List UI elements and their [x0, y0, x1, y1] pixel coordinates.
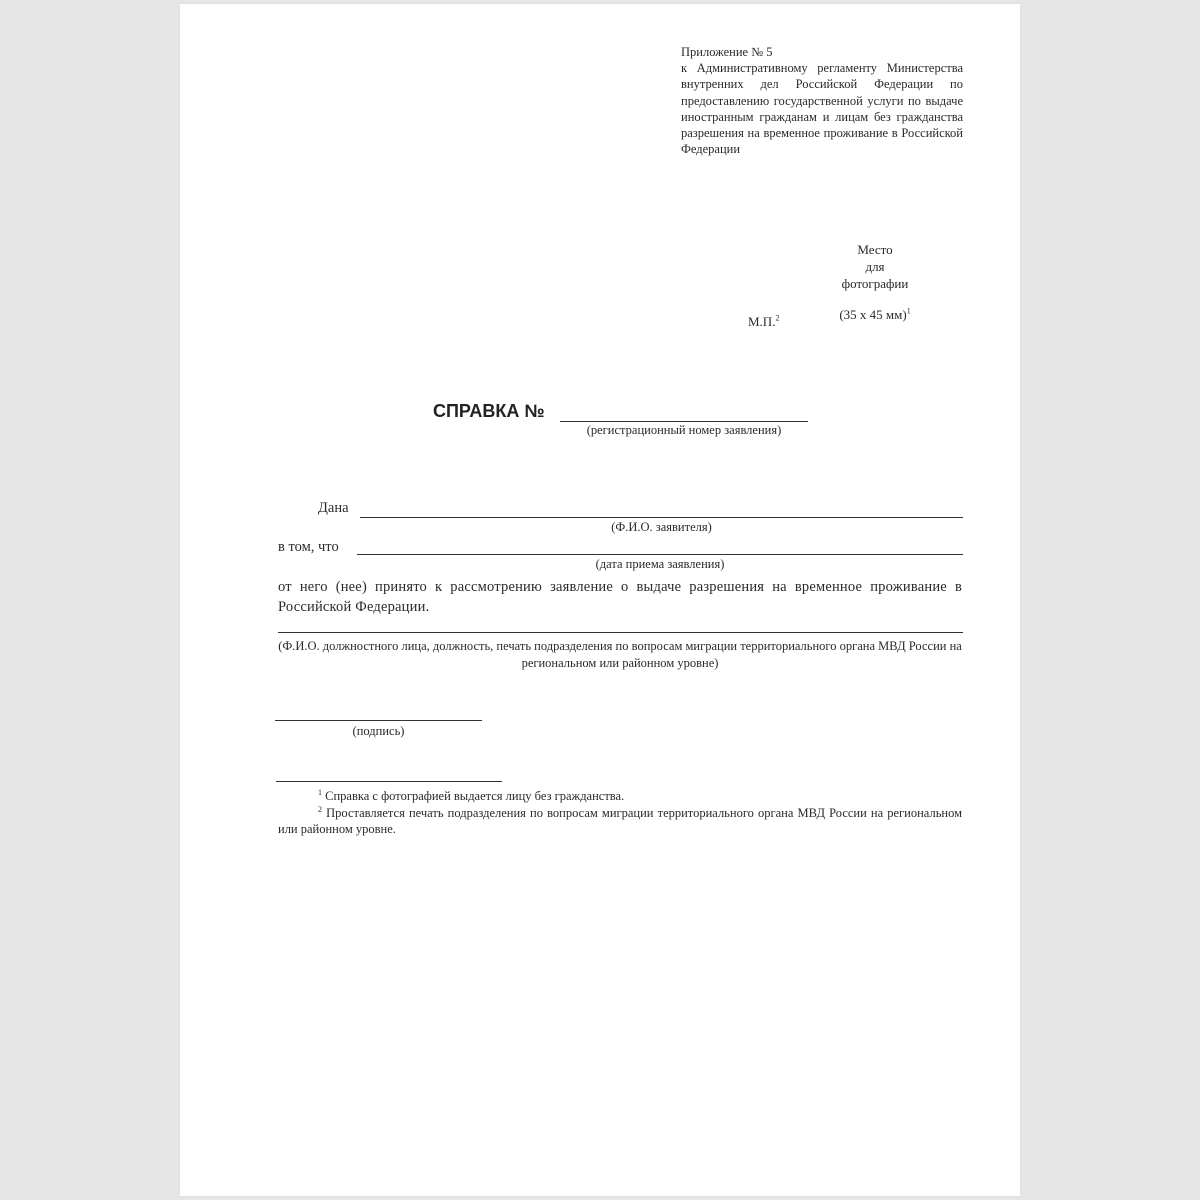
appendix-block [681, 44, 963, 157]
photo-size-footnote: 1 [906, 306, 911, 316]
applicant-name-caption: (Ф.И.О. заявителя) [611, 520, 712, 534]
document-page [180, 4, 1020, 1196]
photo-placeholder [820, 241, 930, 323]
statement-paragraph: от него (нее) принято к рассмотрению заявление о выдаче разрешения на временное проживание в Российской Федерации. [278, 579, 962, 615]
photo-line-1: Место [857, 242, 893, 257]
stamp-place [748, 314, 779, 330]
stamp-footnote: 2 [775, 313, 780, 323]
certificate-number-line[interactable] [560, 421, 808, 422]
footnote-1-text: Справка с фотографией выдается лицу без гражданства. [325, 789, 625, 803]
footnote-1 [278, 788, 962, 805]
photo-line-3: фотографии [841, 276, 909, 291]
photo-line-2: для [865, 259, 885, 274]
date-label: в том, что [278, 539, 339, 555]
certificate-number-caption: (регистрационный номер заявления) [586, 423, 782, 437]
footnote-separator [276, 781, 502, 782]
footnotes [278, 788, 962, 838]
applicant-name-line[interactable] [360, 517, 963, 518]
signature-line[interactable] [275, 720, 482, 721]
appendix-title: Приложение № 5 [681, 45, 773, 59]
stamp-label: М.П. [748, 314, 776, 329]
footnote-2-text: Проставляется печать подразделения по вопросам миграции территориального органа МВД России на региональном или районном уровне. [278, 805, 963, 836]
appendix-body: к Административному регламенту Министерства внутренних дел Российской Федерации по предоставлению государственной услуги по выдаче иностранным гражданам и лицам без гражданства разрешения на временное проживание в Российской Федерации [681, 61, 963, 157]
photo-size-text: (35 х 45 мм) [839, 307, 907, 322]
issued-label: Дана [318, 500, 349, 516]
official-line[interactable] [278, 632, 963, 633]
footnote-1-num: 1 [318, 787, 322, 797]
application-date-caption: (дата приема заявления) [595, 557, 725, 571]
photo-size [820, 306, 930, 323]
footnote-2-num: 2 [318, 804, 322, 814]
certificate-title: СПРАВКА № [433, 401, 545, 421]
footnote-2 [278, 805, 962, 838]
official-caption: (Ф.И.О. должностного лица, должность, печать подразделения по вопросам миграции территориального органа МВД России на региональном или районном уровне) [278, 639, 962, 670]
signature-caption: (подпись) [352, 724, 405, 738]
application-date-line[interactable] [357, 554, 963, 555]
